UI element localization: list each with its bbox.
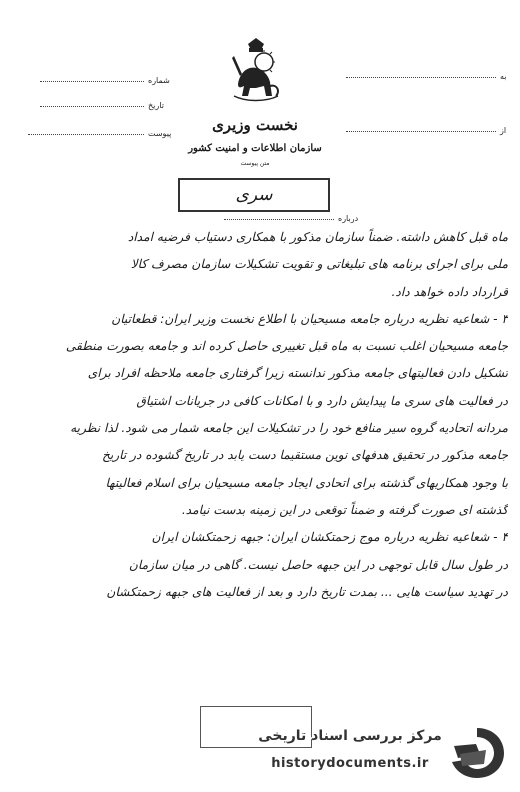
date-label: تاریخ xyxy=(148,101,164,110)
letterhead-subtitle: سازمان اطلاعات و امنیت کشور xyxy=(188,143,322,154)
body-line: ماه قبل کاهش داشته. ضمناً سازمان مذکور با همکاری دستیاب فرضیه امداد xyxy=(127,230,508,244)
classification-text: سری xyxy=(235,185,273,205)
letterhead-title: نخست وزیری xyxy=(212,116,298,134)
body-line: جامعه مسیحیان اغلب نسبت به ماه قبل تغییری حاصل کرده اند و جامعه بصورت منطقی xyxy=(65,339,508,354)
body-line: در فعالیت های سری ما پیدایش دارد و با امکانات کافی در جریانات اشتیاق xyxy=(136,393,508,408)
body-line: ۳ - شعاعیه نظریه درباره جامعه مسیحیان با اطلاع نخست وزیر ایران: قطعاتیان xyxy=(111,311,508,326)
to-dotted-line xyxy=(346,76,496,78)
number-label: شماره xyxy=(148,76,170,85)
body-line: در تهدید سیاست هایی ... بمدت تاریخ دارد و بعد از فعالیت های جبهه زحمتکشان xyxy=(106,584,508,599)
from-label: از xyxy=(500,126,507,135)
body-line: مردانه اتحادیه گروه سیر منافع خود را در تشکیلات این جامعه شمار می شود. لذا نظریه xyxy=(70,421,508,436)
lion-and-sun-emblem-icon xyxy=(226,36,286,108)
attachment-label: پیوست xyxy=(148,129,172,138)
from-dotted-line xyxy=(346,130,496,132)
body-line: گذشته ای صورت گرفته و ضمناً توقعی در این زمینه بدست نیامد. xyxy=(181,502,508,517)
body-line: قرارداد داده خواهد داد. xyxy=(391,284,508,299)
body-line: جامعه مذکور در تحقیق هدفهای نوین مستقیما دست یابد در تاریخ گشوده در تاریخ xyxy=(101,448,508,463)
watermark-name: مرکز بررسی اسناد تاریخی xyxy=(258,728,442,744)
letterhead-small-text: متن پیوست xyxy=(240,160,270,167)
body-line: با وجود همکاریهای گذشته برای اتحادی ایجاد جامعه مسیحیان برای اسلام فعالیتها xyxy=(105,475,508,490)
to-label: به xyxy=(500,72,507,81)
body-line: ملی برای اجرای برنامه های تبلیغاتی و تقویت تشکیلات سازمان مصرف کالا xyxy=(130,257,508,272)
attachment-dotted-line xyxy=(28,133,144,135)
body-line: تشکیل دادن فعالیتهای جامعه مذکور ندانسته زیرا گرفتاری جامعه ملاحظه افراد برای xyxy=(87,366,508,381)
archive-logo-icon xyxy=(446,724,508,782)
number-field xyxy=(40,76,170,85)
classification-stamp xyxy=(178,178,330,212)
subject-label: درباره xyxy=(338,214,359,223)
date-dotted-line xyxy=(40,105,144,107)
to-field xyxy=(346,72,507,81)
body-line: در طول سال قابل توجهی در این جبهه حاصل نیست. گاهی در میان سازمان xyxy=(128,557,508,572)
date-field xyxy=(40,101,164,110)
watermark-url: historydocuments.ir xyxy=(271,756,429,771)
attachment-field xyxy=(28,129,171,138)
subject-field xyxy=(224,214,358,223)
handwritten-body xyxy=(12,224,508,606)
body-line: ۴ - شعاعیه نظریه درباره موج زحمتکشان ایران: جبهه زحمتکشان ایران xyxy=(151,530,508,545)
subject-dotted-line xyxy=(224,218,334,220)
number-dotted-line xyxy=(40,80,144,82)
from-field xyxy=(346,126,506,135)
watermark xyxy=(250,722,512,786)
